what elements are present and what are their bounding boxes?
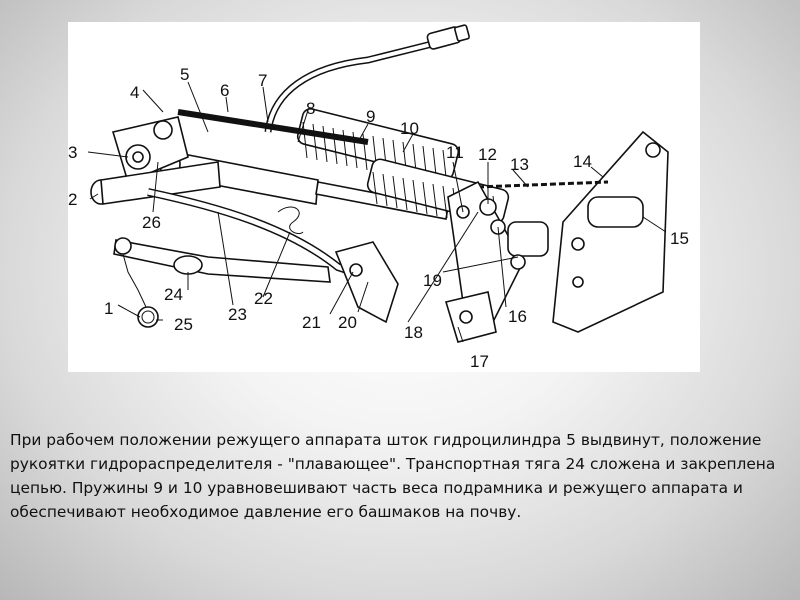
callout-11: 11 <box>446 143 464 162</box>
callout-2: 2 <box>68 190 78 209</box>
callout-23: 23 <box>228 305 247 324</box>
callout-22: 22 <box>254 289 273 308</box>
callout-17: 17 <box>470 352 489 371</box>
callout-19: 19 <box>423 271 442 290</box>
callout-15: 15 <box>670 229 689 248</box>
mechanism-svg <box>68 22 700 372</box>
callout-25: 25 <box>174 315 193 334</box>
callout-26: 26 <box>142 213 161 232</box>
chain-14 <box>478 182 608 187</box>
callout-8: 8 <box>306 99 316 118</box>
callout-6: 6 <box>220 81 230 100</box>
callout-10: 10 <box>400 119 419 138</box>
caption-text: При рабочем положении режущего аппарата шток гидроцилиндра 5 выдвинут, положение рукоятки гидрораспределителя - "плавающее". Транспортная тяга 24 сложена и закреплена цепью. Пружины 9 и 10 уравновешивают часть веса подрамника и режущего аппарата и обеспечивают необходимое давление его башмаков на почву. <box>10 431 776 521</box>
callout-4: 4 <box>130 83 140 102</box>
mechanism-drawing <box>68 22 700 372</box>
right-frame <box>553 132 668 332</box>
callout-5: 5 <box>180 65 190 84</box>
shoe-20 <box>336 242 398 322</box>
callout-14: 14 <box>573 152 592 171</box>
callout-1: 1 <box>104 299 114 318</box>
callout-7: 7 <box>258 71 268 90</box>
callout-24: 24 <box>164 285 183 304</box>
chain-25 <box>123 254 158 327</box>
callout-16: 16 <box>508 307 527 326</box>
callout-21: 21 <box>302 313 321 332</box>
callout-12: 12 <box>478 145 497 164</box>
callout-13: 13 <box>510 155 529 174</box>
callout-3: 3 <box>68 143 78 162</box>
callout-18: 18 <box>404 323 423 342</box>
callout-20: 20 <box>338 313 357 332</box>
callout-9: 9 <box>366 107 376 126</box>
